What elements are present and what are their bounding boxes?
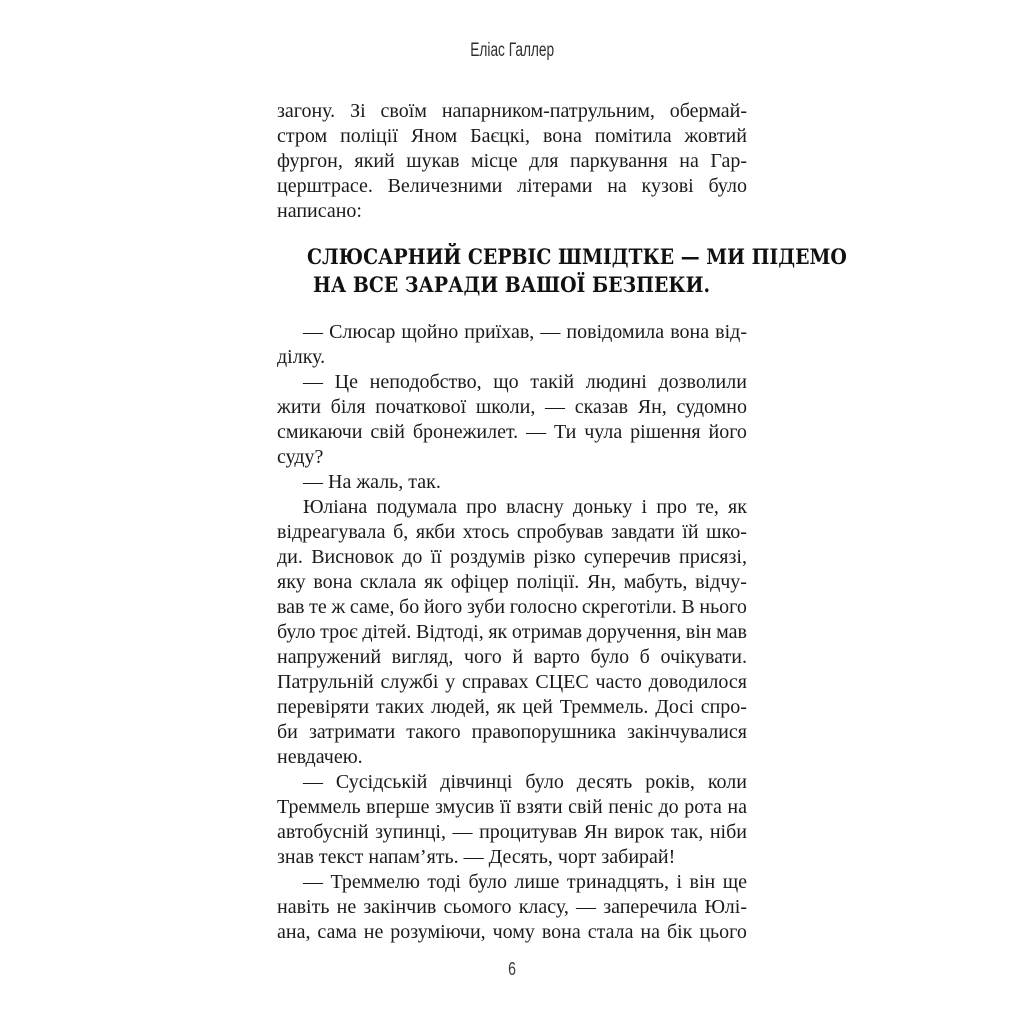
word: зупинці, [375,821,446,843]
word: такого [406,721,461,743]
word: щойно [401,321,459,343]
word: — [303,871,323,893]
text-line [277,395,747,420]
word: дівчинці [440,771,513,793]
heading-line [277,243,847,271]
text-line: невдачею. [277,746,363,768]
word: ще [722,871,747,893]
text-line [277,99,747,124]
word: як [496,696,516,718]
word: зуби [466,596,506,618]
word: скреготіли. [581,596,677,618]
word: Досі [655,696,694,718]
text-line [277,370,747,395]
word: Гар- [710,150,747,172]
word: сказав [574,396,629,418]
word: до [658,796,679,818]
word: не [336,896,357,918]
word: цей [522,696,553,718]
word: сьомого [443,896,512,918]
text-line [277,870,747,895]
word: Юліана [303,496,368,518]
word: — [452,821,473,843]
word: років, [645,771,695,793]
paragraph [277,495,747,770]
word: його [423,596,463,618]
text-line [277,174,747,199]
word: часто [595,671,642,693]
text-line [277,420,747,445]
word: обермай- [669,100,747,122]
word: на [679,150,699,172]
word: автобусній [277,821,369,843]
word: голосно [509,596,578,618]
word: мабуть, [623,571,688,593]
word: класу, [518,896,569,918]
word: В [681,596,695,618]
word: як [424,571,443,593]
word: заперечила [603,896,698,918]
word: шко- [706,521,747,543]
word: ж [331,596,346,618]
text-line [277,124,747,149]
word: Патрульній [277,671,374,693]
word: стром [277,125,328,147]
word: кузові [641,175,694,197]
word: напарником-патрульним, [441,100,655,122]
word: власну [506,496,564,518]
word: дітей. [362,621,412,643]
word: Юлі- [704,896,747,918]
word: присязі, [679,546,747,568]
word: доньку [572,496,633,518]
word: Ян, [586,571,617,593]
word: ніби [709,821,747,843]
word: місце [470,150,518,172]
word: й [512,646,524,668]
word: судомно [676,396,747,418]
word: паркування [570,150,668,172]
word: навіть [277,896,330,918]
word: було [590,646,630,668]
paragraph [277,99,747,224]
paragraph [277,870,747,945]
text-line [277,695,747,720]
word: людині [585,371,647,393]
word: рота [684,796,722,818]
text-line: написано: [277,200,362,222]
word: службі [380,671,439,693]
text-line [277,795,747,820]
word: ана, [277,921,311,943]
word: троє [320,621,358,643]
word: дозволили [658,371,747,393]
word: ди. [277,546,303,568]
word: офіцер [450,571,509,593]
word: відчу- [695,571,747,593]
word: смикаючи [277,421,363,443]
word: у [445,671,456,693]
word: він [689,871,716,893]
text-line: — На жаль, так. [303,471,441,493]
word: те [309,596,327,618]
word: для [529,150,559,172]
word: Треммель [277,796,361,818]
word: свій [370,421,405,443]
word: поліції. [516,571,580,593]
word: роздумів [450,546,526,568]
word: отримав [511,621,583,643]
word: правопорушника [471,721,617,743]
word: Ян, [637,396,667,418]
word: було [468,871,507,893]
text-line [277,620,747,645]
word: неподобство, [369,371,482,393]
word: би [277,721,298,743]
word: — [303,771,323,793]
word: такій [530,371,575,393]
word: Це [334,371,358,393]
paragraph [277,470,747,495]
running-header [0,41,1024,61]
word: її [430,546,442,568]
word: тринадцять, [566,871,670,893]
page-number-text: 6 [508,959,516,979]
word: як [488,621,508,643]
word: її [499,796,511,818]
word: вона [542,125,582,147]
word: доручення, [586,621,682,643]
word: спро- [700,696,747,718]
word: церштрасе. [277,175,373,197]
word: Величезними [387,175,503,197]
word: б, [393,521,409,543]
word: рішення [630,421,701,443]
word: було [277,621,316,643]
text-line [277,920,747,945]
text-line [277,770,747,795]
text-line [277,645,747,670]
word: його [708,421,747,443]
word: вав [277,596,305,618]
word: Сусідській [335,771,428,793]
word: на [640,921,661,943]
word: напружений [277,646,382,668]
word: вирок [614,821,665,843]
text-line [277,149,747,174]
word: склала [359,571,417,593]
word: — [526,421,547,443]
word: таких [376,696,425,718]
word: стала [587,921,634,943]
word: було [525,771,564,793]
word: Висновок [311,546,394,568]
word: помітила [594,125,672,147]
word: Баєцкі, [470,125,530,147]
word: чула [584,421,623,443]
word: — [303,321,323,343]
word: Яном [410,125,458,147]
word: доводилося [648,671,747,693]
word: він [685,621,712,643]
word: поліції [340,125,398,147]
text-line [277,520,747,545]
heading-line-text: НА ВСЕ ЗАРАДИ ВАШОЇ БЕЗПЕКИ. [313,272,711,297]
running-header-text: Еліас Галлер [470,40,554,61]
text-line [277,895,747,920]
word: суперечив [583,546,671,568]
word: лише [514,871,560,893]
word: бронежилет. [412,421,519,443]
word: своїм [380,100,427,122]
word: десять [576,771,633,793]
text-line [277,495,747,520]
word: про [656,496,688,518]
word: від- [715,321,747,343]
word: вигляд, [391,646,454,668]
word: Зі [350,100,366,122]
word: спробував [516,521,604,543]
word: закінчувалися [627,721,747,743]
text-line [277,670,747,695]
word: цього [699,921,747,943]
word: фургон, [277,150,343,172]
word: до [402,546,423,568]
paragraph [277,320,747,370]
word: школи, [475,396,536,418]
heading-line-text: СЛЮСАРНИЙ СЕРВІС ШМІДТКЕ — МИ ПІДЕМО [306,244,847,269]
text-line: ділку. [277,346,326,368]
word: про [466,496,497,518]
word: подумала [376,496,457,518]
word: жити [277,396,321,418]
word: — [576,896,597,918]
word: пеніс [608,796,653,818]
word: який [354,150,395,172]
word: — [303,371,323,393]
text-line [277,820,747,845]
word: свій [568,796,603,818]
word: очікувати. [660,646,747,668]
word: було [708,175,747,197]
page-body [277,99,847,945]
word: і [641,496,648,518]
word: Треммелю [330,871,420,893]
word: — [545,396,566,418]
word: на [607,175,627,197]
word: біля [330,396,366,418]
word: на [727,796,747,818]
word: Ти [553,421,577,443]
word: взяти [516,796,563,818]
word: нього [699,596,747,618]
word: коли [707,771,747,793]
word: перевіряти [277,696,370,718]
word: як [728,496,747,518]
word: сама [317,921,357,943]
paragraph [277,770,747,870]
word: вона [313,571,353,593]
text-line [277,595,747,620]
word: — [540,321,561,343]
text-line [277,320,747,345]
word: що [493,371,519,393]
word: Треммель. [559,696,649,718]
word: початкової [375,396,467,418]
page-number [0,959,1024,979]
word: літерами [517,175,593,197]
word: мав [716,621,747,643]
word: Ян [583,821,608,843]
word: і [676,871,683,893]
word: процитував [479,821,578,843]
paragraph [277,370,747,470]
word: чому [492,921,535,943]
text-line [277,545,747,570]
word: тоді [427,871,461,893]
word: Відтоді, [415,621,484,643]
text-line: суду? [277,446,324,468]
word: справах [462,671,529,693]
word: чого [463,646,502,668]
word: розуміючи, [390,921,486,943]
text-line: знав текст напам’ять. — Десять, чорт забирай! [277,846,676,868]
word: затримати [308,721,396,743]
word: Слюсар [329,321,396,343]
word: якби [415,521,456,543]
word: приїхав, [464,321,535,343]
word: закінчив [363,896,437,918]
word: яку [277,571,306,593]
word: жовтий [684,125,747,147]
word: їй [682,521,699,543]
word: бо [399,596,420,618]
word: відреагувала [277,521,386,543]
word: завдати [610,521,675,543]
word: людей, [431,696,490,718]
word: те, [696,496,719,518]
section-heading [277,243,847,299]
word: не [363,921,384,943]
word: шукав [406,150,460,172]
word: б [639,646,650,668]
word: різко [533,546,576,568]
word: СЦЕС [535,671,589,693]
word: вона [670,321,710,343]
word: хтось [462,521,510,543]
text-line [277,720,747,745]
heading-line [277,271,747,299]
word: бік [666,921,693,943]
word: варто [533,646,580,668]
word: так, [670,821,704,843]
word: саме, [349,596,395,618]
word: повідомила [566,321,665,343]
word: змусив [435,796,495,818]
word: вона [541,921,581,943]
text-line [277,570,747,595]
word: вперше [366,796,430,818]
word: загону. [277,100,336,122]
